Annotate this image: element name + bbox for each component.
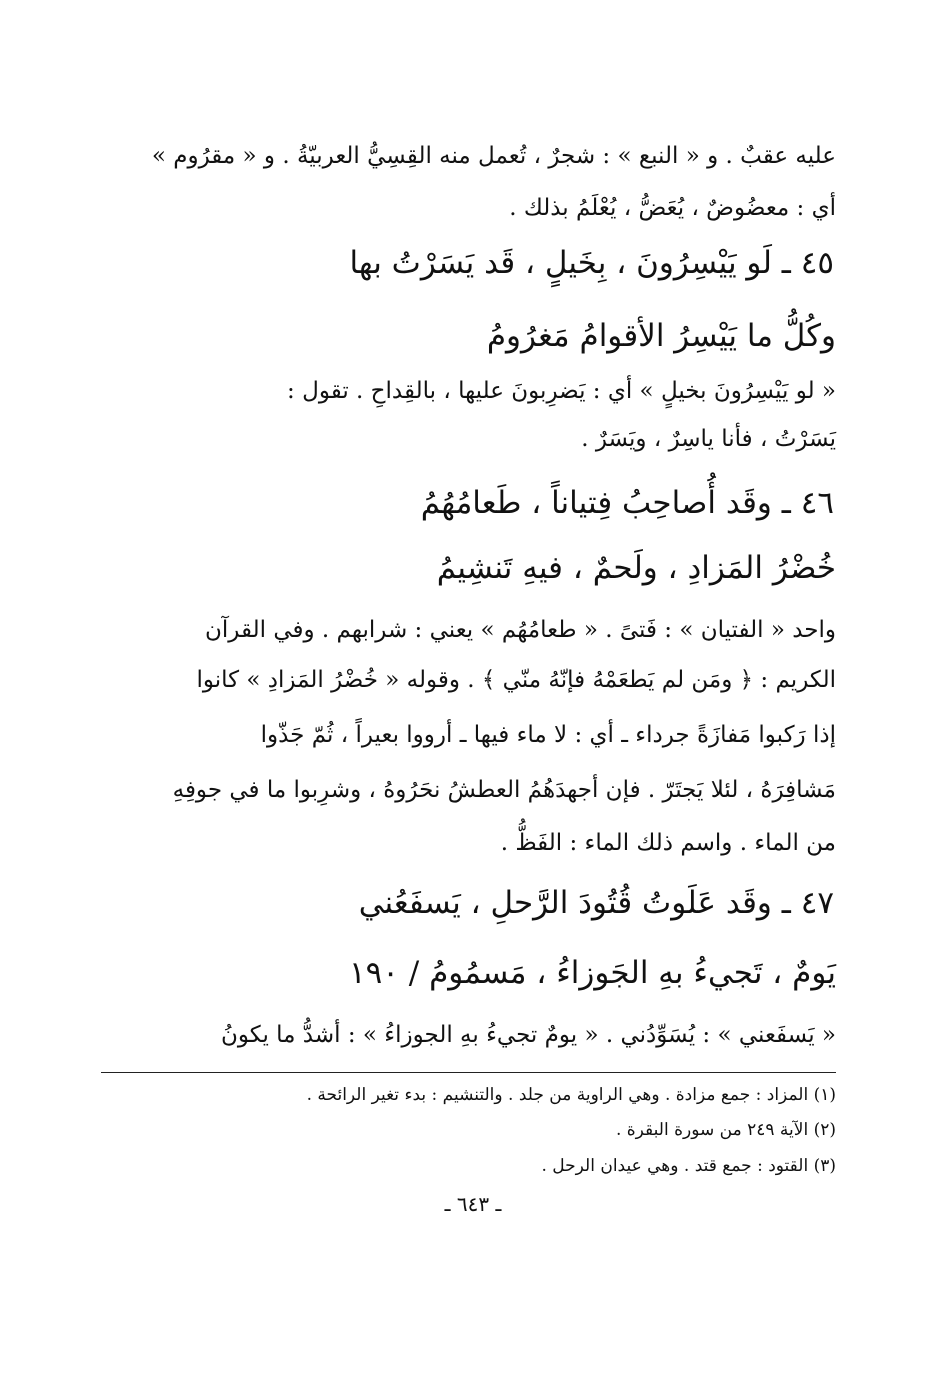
footnote-1: (١) المزاد : جمع مزادة . وهي الراوية من جلد . والتنشيم : بدء تغير الرائحة . bbox=[306, 1085, 836, 1105]
prose-line: عليه عقبٌ . و « النبع » : شجرٌ ، تُعمل منه القِسِيُّ العربيّةُ . و « مقرُوم » bbox=[151, 143, 836, 169]
prose-line: مَشافِرَهُ ، لئلا يَجتَرّ . فإن أجهدَهُمُ العطشُ نحَرُوهُ ، وشرِبوا ما في جوفِهِ bbox=[172, 777, 836, 803]
prose-line: واحد « الفتيان » : فَتىً . « طعامُهُم » يعني : شرابهم . وفي القرآن bbox=[205, 617, 836, 643]
verse-47-hemistich-1: ٤٧ ـ وقَد عَلَوتُ قُتُودَ الرَّحلِ ، يَسفَعُني bbox=[358, 885, 834, 921]
footnote-3: (٣) القتود : جمع قتد . وهي عيدان الرحل . bbox=[541, 1156, 836, 1176]
page-number: ـ ٦٤٣ ـ bbox=[444, 1192, 502, 1216]
prose-line: الكريم : ﴿ ومَن لم يَطعَمْهُ فإنّهُ منّي ﴾ . وقوله « خُضْرُ المَزادِ » كانوا bbox=[196, 667, 836, 693]
prose-line: من الماء . واسم ذلك الماء : الفَظُّ . bbox=[500, 830, 836, 856]
prose-line: إذا رَكبوا مَفازَةً جرداء ـ أي : لا ماء فيها ـ أرووا بعيراً ، ثُمّ جَذّوا bbox=[260, 722, 836, 748]
verse-47-hemistich-2: يَومٌ ، تَجيءُ بهِ الجَوزاءُ ، مَسمُومُ / ١٩٠ bbox=[348, 955, 836, 991]
verse-45-hemistich-2: وكُلُّ ما يَيْسِرُ الأقوامُ مَغرُومُ bbox=[486, 318, 836, 354]
footnote-2: (٢) الآية ٢٤٩ من سورة البقرة . bbox=[615, 1120, 836, 1140]
footnote-divider bbox=[101, 1072, 836, 1073]
verse-46-hemistich-2: خُضْرُ المَزادِ ، ولَحمٌ ، فيهِ تَنشِيمُ bbox=[436, 550, 836, 586]
verse-45-hemistich-1: ٤٥ ـ لَو يَيْسِرُونَ ، بِخَيلٍ ، قَد يَسَرْتُ بها bbox=[349, 245, 834, 281]
verse-46-hemistich-1: ٤٦ ـ وقَد أُصاحِبُ فِتياناً ، طَعامُهُمُ bbox=[420, 485, 834, 521]
prose-line: يَسَرْتُ ، فأنا ياسِرٌ ، ويَسَرٌ . bbox=[581, 426, 836, 452]
prose-line: أي : معضُوضٌ ، يُعَضُّ ، يُعْلَمُ بذلك . bbox=[509, 195, 836, 221]
prose-line: « يَسفَعني » : يُسَوِّدُني . « يومٌ تجيءُ بهِ الجوزاءُ » : أشدُّ ما يكونُ bbox=[220, 1022, 836, 1048]
prose-line: « لو يَيْسِرُونَ بخيلٍ » أي : يَضرِبونَ عليها ، بالقِداحِ . تقول : bbox=[287, 378, 836, 404]
